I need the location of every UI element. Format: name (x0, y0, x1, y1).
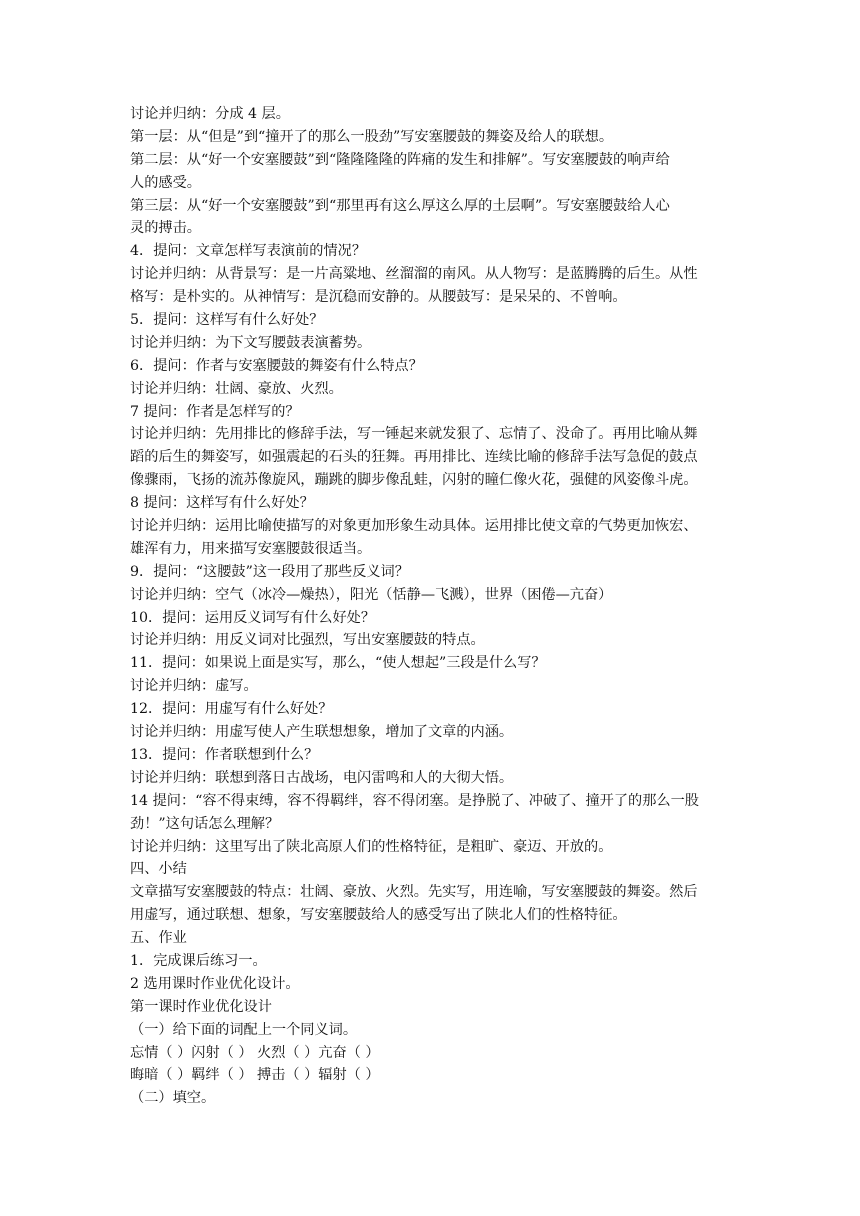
text-line: 讨论并归纳：先用排比的修辞手法，写一锤起来就发狠了、忘情了、没命了。再用比喻从舞 (130, 426, 698, 443)
text-line: 像骤雨，飞扬的流苏像旋风，蹦跳的脚步像乱蛙，闪射的瞳仁像火花，强健的风姿像斗虎。 (130, 472, 698, 489)
exercise-line: 晦暗（ ）羁绊（ ） 搏击（ ）辐射（ ） (130, 1067, 380, 1084)
document-body (130, 103, 736, 1110)
text-line: 2 选用课时作业优化设计。 (130, 975, 300, 992)
question-line: 10．提问：运用反义词写有什么好处？ (130, 609, 376, 626)
text-line: 第二层：从“好一个安塞腰鼓”到“隆隆隆隆的阵痛的发生和排解”。写安塞腰鼓的响声给 (130, 151, 670, 168)
question-line: 6．提问：作者与安塞腰鼓的舞姿有什么特点？ (130, 357, 423, 374)
question-line: 14 提问：“容不得束缚，容不得羁绊，容不得闭塞。是挣脱了、冲破了、撞开了的那么一股 (130, 792, 699, 809)
exercise-heading: （一）给下面的词配上一个同义词。 (130, 1021, 358, 1038)
question-line: 13．提问：作者联想到什么？ (130, 746, 319, 763)
text-line: 第一层：从“但是”到“撞开了的那么一股劲”写安塞腰鼓的舞姿及给人的联想。 (130, 128, 614, 145)
text-line: 讨论并归纳：这里写出了陕北高原人们的性格特征，是粗旷、豪迈、开放的。 (130, 838, 613, 855)
question-line: 11．提问：如果说上面是实写，那么，“使人想起”三段是什么写？ (130, 655, 546, 672)
section-heading: 四、小结 (130, 861, 187, 878)
text-line: 讨论并归纳：用反义词对比强烈，写出安塞腰鼓的特点。 (130, 632, 485, 649)
text-line: 讨论并归纳：运用比喻使描写的对象更加形象生动具体。运用排比使文章的气势更加恢宏、 (130, 518, 698, 535)
text-line: 雄浑有力，用来描写安塞腰鼓很适当。 (130, 540, 372, 557)
text-line: 第三层：从“好一个安塞腰鼓”到“那里再有这么厚这么厚的土层啊”。写安塞腰鼓给人心 (130, 197, 670, 214)
question-line: 7 提问：作者是怎样写的？ (130, 403, 300, 420)
text-line: 1．完成课后练习一。 (130, 952, 267, 969)
question-line: 8 提问：这样写有什么好处？ (130, 495, 314, 512)
text-line: 讨论并归纳：为下文写腰鼓表演蓄势。 (130, 334, 372, 351)
text-line: 讨论并归纳：用虚写使人产生联想想象，增加了文章的内涵。 (130, 724, 514, 741)
section-heading: 五、作业 (130, 930, 187, 947)
text-line: 用虚写，通过联想、想象，写安塞腰鼓给人的感受写出了陕北人们的性格特征。 (130, 907, 627, 924)
text-line: 格写：是朴实的。从神情写：是沉稳而安静的。从腰鼓写：是呆呆的、不曾响。 (130, 289, 627, 306)
question-line: 9．提问：“这腰鼓”这一段用了那些反义词？ (130, 563, 409, 580)
text-line: 蹈的后生的舞姿写，如强震起的石头的狂舞。再用排比、连续比喻的修辞手法写急促的鼓点 (130, 449, 698, 466)
question-line: 5．提问：这样写有什么好处？ (130, 312, 324, 329)
text-line: 讨论并归纳：虚写。 (130, 678, 258, 695)
text-line: 人的感受。 (130, 174, 201, 191)
text-line: 讨论并归纳：空气（冰冷—燥热），阳光（恬静—飞溅），世界（困倦—亢奋） (130, 586, 613, 603)
question-line: 12．提问：用虚写有什么好处？ (130, 701, 333, 718)
subsection-heading: 第一课时作业优化设计 (130, 998, 272, 1015)
text-line: 灵的搏击。 (130, 220, 201, 237)
text-line: 讨论并归纳：从背景写：是一片高粱地、丝溜溜的南风。从人物写：是蓝腾腾的后生。从性 (130, 266, 698, 283)
text-line: 文章描写安塞腰鼓的特点：壮阔、豪放、火烈。先实写，用连喻，写安塞腰鼓的舞姿。然后 (130, 884, 698, 901)
exercise-heading: （二）填空。 (130, 1090, 216, 1107)
text-line: 劲！”这句话怎么理解？ (130, 815, 280, 832)
question-line: 4．提问：文章怎样写表演前的情况？ (130, 243, 367, 260)
text-line: 讨论并归纳：联想到落日古战场，电闪雷鸣和人的大彻大悟。 (130, 769, 514, 786)
text-line: 讨论并归纳：壮阔、豪放、火烈。 (130, 380, 343, 397)
text-line: 讨论并归纳：分成 4 层。 (130, 106, 290, 122)
exercise-line: 忘情（ ）闪射（ ） 火烈（ ）亢奋（ ） (130, 1044, 380, 1061)
